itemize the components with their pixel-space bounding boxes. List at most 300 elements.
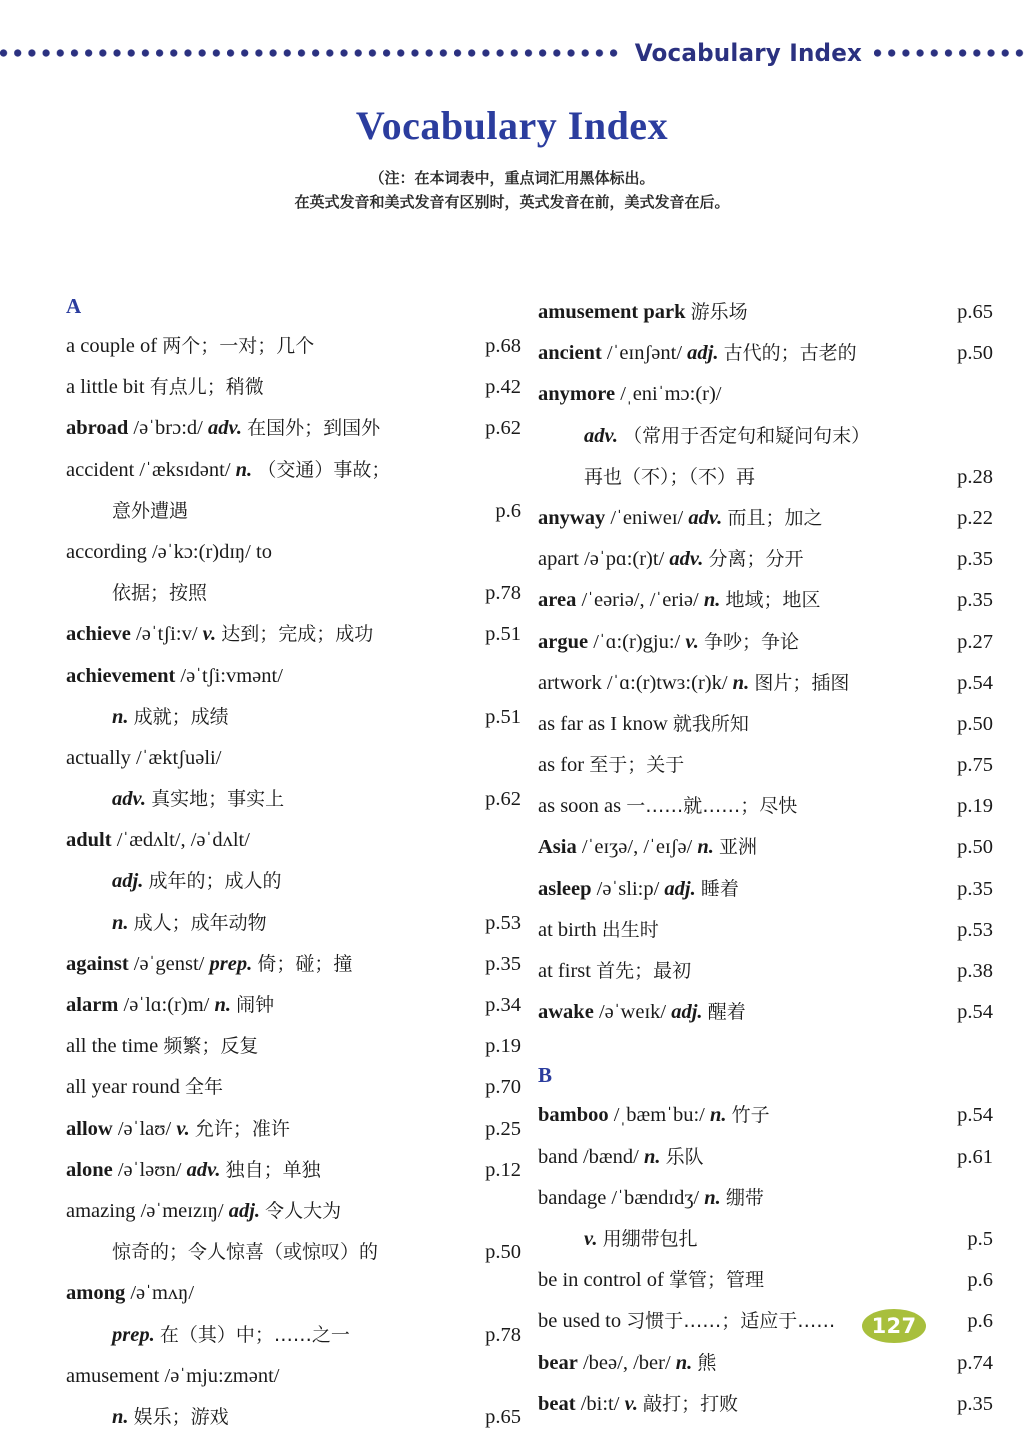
- index-entry-pronunciation: /bi:t/: [580, 1392, 620, 1415]
- index-entry-page-ref: p.70: [485, 1076, 521, 1099]
- index-entry: [66, 1397, 521, 1438]
- index-entry-headword: actually: [66, 746, 131, 769]
- index-entry-text: [538, 580, 820, 621]
- index-entry-page-ref: p.50: [957, 712, 993, 735]
- index-entry-headword: as for: [538, 754, 585, 777]
- index-entry-text: [538, 292, 748, 333]
- index-entry-headword: amusement: [66, 1364, 160, 1387]
- page-number-badge: 127: [862, 1309, 926, 1343]
- index-entry: [538, 992, 993, 1033]
- index-entry-page-ref: p.75: [957, 754, 993, 777]
- index-entry-part-of-speech: n.: [710, 1104, 727, 1127]
- index-entry-gloss: 成人；成年动物: [133, 911, 267, 934]
- index-entry-pronunciation: /ˌbæmˈbu:/: [613, 1104, 705, 1127]
- index-entry-pronunciation: /əˈləʊn/: [117, 1158, 182, 1181]
- index-entry-gloss: 争吵；争论: [703, 630, 799, 653]
- index-entry: [66, 326, 521, 367]
- index-entry-page-ref: p.74: [957, 1351, 993, 1374]
- page-note-line-2: 在英式发音和美式发音有区别时，英式发音在前，美式发音在后。: [294, 193, 730, 212]
- index-entry-text: [538, 539, 804, 580]
- index-entry-headword: ancient: [538, 342, 602, 365]
- index-entry-part-of-speech: n.: [112, 911, 129, 934]
- index-entry-part-of-speech: prep.: [209, 952, 253, 975]
- index-entry-pronunciation: /əˈtʃi:vmənt/: [180, 664, 283, 687]
- index-entry-pronunciation: /ˈɑ:(r)twɜ:(r)k/: [606, 671, 728, 694]
- index-entry: [66, 614, 521, 655]
- index-entry: [538, 745, 993, 786]
- index-entry-part-of-speech: adv.: [112, 788, 146, 811]
- index-entry: [538, 374, 993, 415]
- index-entry: [538, 910, 993, 951]
- index-entry: [66, 738, 521, 779]
- index-entry-page-ref: p.34: [485, 994, 521, 1016]
- index-entry-page-ref: p.27: [957, 630, 993, 653]
- index-entry-headword: accident: [66, 458, 135, 481]
- index-entry-gloss: 两个；一对；几个: [162, 335, 315, 357]
- index-entry: [66, 1067, 521, 1108]
- index-entry-text: [538, 1095, 770, 1136]
- index-entry-part-of-speech: v.: [685, 630, 699, 653]
- index-entry-headword: abroad: [66, 417, 129, 440]
- index-column-left: [66, 292, 521, 1438]
- index-entry-headword: anymore: [538, 383, 616, 406]
- index-entry-gloss: 至于；关于: [589, 754, 685, 777]
- index-entry-page-ref: p.51: [485, 705, 521, 728]
- index-entry-text: [66, 532, 272, 573]
- index-entry-text: [66, 944, 352, 985]
- index-entry: [538, 580, 993, 621]
- index-entry-gloss: 熊: [697, 1351, 717, 1374]
- index-entry-text: [538, 1219, 698, 1260]
- index-entry-pronunciation: /bænd/: [582, 1145, 639, 1168]
- index-entry-pronunciation: /əˈmju:zmənt/: [164, 1364, 280, 1387]
- index-entry-text: [66, 614, 373, 655]
- entry-list-left: [66, 326, 521, 1438]
- entry-list-right-a: [538, 292, 993, 1033]
- index-entry-headword: achieve: [66, 623, 131, 646]
- index-entry: [538, 827, 993, 868]
- index-entry-page-ref: p.35: [957, 1392, 993, 1415]
- index-entry-pronunciation: /ˌeniˈmɔ:(r)/: [620, 383, 722, 406]
- index-entry-gloss: 出生时: [601, 918, 659, 941]
- index-entry-text: [66, 861, 281, 902]
- index-entry-pronunciation: /ˈæktʃuəli/: [136, 746, 222, 769]
- index-entry-text: [66, 656, 283, 697]
- index-entry: [538, 1095, 993, 1136]
- index-entry-headword: as far as I know: [538, 712, 668, 735]
- index-entry-gloss: 意外遭遇: [112, 499, 189, 522]
- index-entry-text: [538, 827, 757, 868]
- index-entry: [66, 408, 521, 449]
- index-entry-text: [538, 951, 691, 992]
- index-entry-gloss: 依据；按照: [112, 582, 208, 605]
- index-entry-page-ref: p.6: [967, 1269, 993, 1292]
- index-entry-gloss: （交通）事故；: [257, 458, 391, 481]
- index-entry-text: [538, 1137, 704, 1178]
- index-entry-gloss: 图片；插图: [754, 671, 850, 694]
- index-entry-part-of-speech: n.: [643, 1145, 661, 1168]
- index-entry-page-ref: p.54: [957, 1104, 993, 1127]
- index-entry-page-ref: p.19: [957, 795, 993, 818]
- index-entry-text: [66, 1191, 341, 1232]
- index-entry-text: [66, 820, 250, 861]
- index-entry-text: [538, 663, 849, 704]
- index-entry-gloss: 在国外；到国外: [247, 417, 381, 440]
- index-entry-headword: alarm: [66, 994, 119, 1016]
- index-entry-page-ref: p.6: [495, 499, 521, 522]
- index-entry-part-of-speech: adv.: [207, 417, 242, 440]
- index-entry-part-of-speech: n.: [703, 589, 721, 612]
- index-entry-part-of-speech: n.: [675, 1351, 693, 1374]
- index-entry: [66, 532, 521, 573]
- index-entry-part-of-speech: n.: [732, 671, 750, 694]
- index-entry: [538, 416, 993, 457]
- index-entry-page-ref: p.53: [485, 911, 521, 934]
- index-entry-part-of-speech: n.: [112, 705, 129, 728]
- index-entry-headword: among: [66, 1282, 126, 1305]
- index-entry-gloss: 全年: [184, 1076, 223, 1099]
- index-entry-gloss: 敲打；打败: [643, 1392, 739, 1415]
- index-entry-headword: bear: [538, 1351, 578, 1374]
- index-entry-headword: a couple of: [66, 335, 158, 357]
- index-entry-headword: at first: [538, 960, 591, 982]
- index-entry-page-ref: p.50: [957, 836, 993, 859]
- index-entry-text: [66, 450, 390, 491]
- index-entry-part-of-speech: adj.: [687, 342, 719, 365]
- index-entry: [538, 869, 993, 910]
- index-entry-part-of-speech: adj.: [664, 877, 696, 900]
- index-entry-gloss: 而且；加之: [727, 506, 823, 529]
- index-entry-gloss: 地域；地区: [725, 589, 821, 612]
- index-entry-headword: at birth: [538, 918, 597, 941]
- index-entry-headword: argue: [538, 630, 589, 653]
- index-entry-gloss: 绷带: [725, 1186, 764, 1209]
- index-entry-text: [538, 786, 797, 827]
- index-entry: [538, 1384, 993, 1425]
- index-entry-part-of-speech: adj.: [671, 1001, 703, 1024]
- index-entry-gloss: 用绷带包扎: [602, 1227, 698, 1250]
- index-entry-text: [538, 498, 822, 539]
- index-entry-page-ref: p.65: [485, 1405, 521, 1428]
- index-entry-headword: asleep: [538, 877, 592, 900]
- index-entry-gloss: 醒着: [707, 1001, 746, 1024]
- index-entry-pronunciation: /əˈmʌŋ/: [130, 1282, 195, 1305]
- index-entry: [538, 292, 993, 333]
- index-entry: [66, 985, 521, 1026]
- index-entry-part-of-speech: v.: [624, 1392, 639, 1415]
- index-entry-gloss: 娱乐；游戏: [133, 1405, 229, 1428]
- index-entry: [538, 457, 993, 498]
- index-entry-text: [538, 374, 722, 415]
- index-entry-page-ref: p.53: [957, 918, 993, 941]
- index-entry: [538, 1260, 993, 1301]
- index-entry-gloss: to: [256, 540, 272, 563]
- index-entry-headword: be used to: [538, 1310, 622, 1333]
- index-entry-gloss: 掌管；管理: [668, 1269, 764, 1292]
- index-entry-pronunciation: /əˈlɑ:(r)m/: [123, 994, 210, 1016]
- index-entry-part-of-speech: adv.: [584, 424, 618, 447]
- index-entry: [66, 1232, 521, 1273]
- index-entry-pronunciation: /ˈædʌlt/, /əˈdʌlt/: [116, 829, 250, 852]
- index-entry-pronunciation: /əˈbrɔ:d/: [133, 417, 203, 440]
- index-entry-gloss: 达到；完成；成功: [221, 623, 374, 646]
- index-entry: [66, 861, 521, 902]
- index-entry-page-ref: p.5: [967, 1227, 993, 1250]
- index-entry-gloss: 亚洲: [719, 836, 758, 859]
- index-entry-text: [538, 416, 870, 457]
- index-entry-text: [538, 1178, 764, 1219]
- index-entry-pronunciation: /əˈpɑ:(r)t/: [584, 548, 665, 571]
- index-entry-gloss: 古代的；古老的: [723, 342, 857, 365]
- index-entry: [66, 656, 521, 697]
- index-entry-text: [538, 1260, 764, 1301]
- index-entry-text: [66, 985, 274, 1026]
- index-entry-text: [538, 992, 746, 1033]
- index-entry-gloss: 成就；成绩: [133, 705, 229, 728]
- index-entry-text: [538, 622, 799, 663]
- index-entry-gloss: 成年的；成人的: [148, 870, 282, 893]
- index-entry-part-of-speech: n.: [112, 1405, 129, 1428]
- index-entry-headword: apart: [538, 548, 579, 571]
- index-entry-text: [66, 1109, 290, 1150]
- index-entry-headword: awake: [538, 1001, 594, 1024]
- index-entry-page-ref: p.35: [957, 548, 993, 571]
- index-entry-headword: bamboo: [538, 1104, 609, 1127]
- index-entry-text: [538, 704, 749, 745]
- running-header: [0, 32, 1024, 74]
- index-entry-headword: anyway: [538, 506, 606, 529]
- index-entry-text: [66, 1315, 350, 1356]
- index-entry-gloss: 在（其）中；……之一: [159, 1323, 350, 1346]
- index-entry-part-of-speech: adj.: [228, 1199, 261, 1222]
- index-entry: [66, 573, 521, 614]
- entry-list-right-b: [538, 1095, 993, 1425]
- index-entry-part-of-speech: n.: [235, 458, 253, 481]
- index-entry-text: [66, 779, 284, 820]
- index-entry: [66, 1109, 521, 1150]
- index-entry-gloss: 再也（不）；（不）再: [584, 465, 756, 488]
- index-entry: [66, 903, 521, 944]
- index-entry: [538, 1137, 993, 1178]
- index-entry-gloss: 分离；分开: [708, 548, 804, 571]
- index-entry: [538, 951, 993, 992]
- index-entry-pronunciation: /əˈsli:p/: [596, 877, 660, 900]
- index-entry-text: [66, 1397, 229, 1438]
- index-entry: [66, 779, 521, 820]
- index-entry-text: [66, 738, 221, 779]
- index-entry: [66, 367, 521, 408]
- index-entry-page-ref: p.35: [957, 877, 993, 900]
- index-entry-page-ref: p.51: [485, 623, 521, 646]
- index-entry: [66, 820, 521, 861]
- index-entry-text: [66, 1026, 258, 1067]
- index-entry: [538, 622, 993, 663]
- index-entry-part-of-speech: v.: [584, 1227, 598, 1250]
- index-entry-pronunciation: /ˈɑ:(r)gju:/: [593, 630, 681, 653]
- page-note-line-1: （注：在本词表中，重点词汇用黑体标出。: [369, 169, 655, 187]
- index-entry: [538, 1343, 993, 1384]
- index-entry-gloss: 令人大为: [265, 1199, 342, 1222]
- index-entry-pronunciation: /əˈmeɪzɪŋ/: [140, 1199, 224, 1222]
- index-entry-part-of-speech: adv.: [669, 548, 704, 571]
- index-entry-headword: all year round: [66, 1076, 180, 1099]
- page-note: [0, 166, 1024, 215]
- index-entry-page-ref: p.28: [957, 465, 993, 488]
- index-entry-gloss: （常用于否定句和疑问句末）: [623, 424, 871, 447]
- index-entry-page-ref: p.38: [957, 960, 993, 982]
- index-entry-headword: bandage: [538, 1186, 607, 1209]
- index-entry-gloss: 独自；单独: [225, 1158, 321, 1181]
- index-entry: [538, 704, 993, 745]
- header-dotted-rule-right: [874, 32, 1024, 74]
- index-entry-text: [66, 697, 229, 738]
- index-entry-text: [538, 910, 659, 951]
- index-entry-headword: amusement park: [538, 301, 686, 323]
- index-entry: [538, 333, 993, 374]
- index-entry-part-of-speech: v.: [202, 623, 217, 646]
- index-entry-part-of-speech: n.: [214, 994, 232, 1016]
- index-entry-text: [538, 1301, 835, 1342]
- index-entry-gloss: 一……就……；尽快: [626, 795, 798, 818]
- index-entry: [66, 697, 521, 738]
- index-entry-text: [66, 367, 264, 408]
- index-entry-headword: a little bit: [66, 376, 145, 399]
- index-entry: [538, 1219, 993, 1260]
- index-entry-gloss: 习惯于……；适应于……: [626, 1310, 836, 1333]
- index-entry-pronunciation: /ˈeniweɪ/: [610, 506, 684, 529]
- index-entry-part-of-speech: adv.: [186, 1158, 221, 1181]
- index-entry-text: [66, 573, 207, 614]
- index-entry-page-ref: p.54: [957, 671, 993, 694]
- index-entry: [66, 1356, 521, 1397]
- index-entry-headword: allow: [66, 1117, 113, 1140]
- index-entry-pronunciation: /beə/, /ber/: [582, 1351, 671, 1374]
- index-entry-headword: achievement: [66, 664, 176, 687]
- index-entry-page-ref: p.35: [957, 589, 993, 612]
- index-entry-text: [66, 1232, 378, 1273]
- index-entry-headword: as soon as: [538, 795, 622, 818]
- index-entry-headword: adult: [66, 829, 112, 852]
- index-entry-page-ref: p.35: [485, 952, 521, 975]
- index-entry-text: [538, 1384, 738, 1425]
- index-entry-gloss: 首先；最初: [596, 960, 692, 982]
- index-entry-gloss: 竹子: [731, 1104, 770, 1127]
- index-entry-gloss: 频繁；反复: [163, 1035, 259, 1058]
- index-entry-gloss: 就我所知: [672, 712, 749, 735]
- index-entry-headword: band: [538, 1145, 578, 1168]
- index-entry: [538, 498, 993, 539]
- index-entry-gloss: 倚；碰；撞: [257, 952, 353, 975]
- index-entry-page-ref: p.22: [957, 506, 993, 529]
- index-entry-pronunciation: /ˈeɪʒə/, /ˈeɪʃə/: [581, 836, 693, 859]
- index-entry-page-ref: p.50: [485, 1241, 521, 1264]
- index-column-right: [538, 292, 993, 1425]
- index-entry: [538, 663, 993, 704]
- index-entry-page-ref: p.65: [957, 301, 993, 323]
- index-entry-page-ref: p.42: [485, 376, 521, 399]
- header-dotted-rule-left: [0, 32, 623, 74]
- index-entry-headword: amazing: [66, 1199, 136, 1222]
- index-entry: [538, 1178, 993, 1219]
- index-entry-text: [66, 1067, 223, 1108]
- index-entry-page-ref: p.62: [485, 417, 521, 440]
- index-entry-page-ref: p.25: [485, 1117, 521, 1140]
- index-entry-page-ref: p.61: [957, 1145, 993, 1168]
- index-entry: [66, 944, 521, 985]
- index-entry-page-ref: p.78: [485, 1323, 521, 1346]
- index-entry-pronunciation: /ˈæksɪdənt/: [139, 458, 231, 481]
- index-entry-part-of-speech: n.: [704, 1186, 721, 1209]
- index-entry-headword: alone: [66, 1158, 113, 1181]
- index-entry-page-ref: p.19: [485, 1035, 521, 1058]
- index-entry-pronunciation: /əˈweɪk/: [598, 1001, 667, 1024]
- index-entry-gloss: 乐队: [665, 1145, 704, 1168]
- index-entry-pronunciation: /əˈlaʊ/: [117, 1117, 172, 1140]
- index-entry: [66, 1026, 521, 1067]
- letter-heading-a: A: [66, 294, 82, 318]
- running-header-title: Vocabulary Index: [634, 39, 863, 67]
- index-entry: [538, 786, 993, 827]
- index-entry-headword: be in control of: [538, 1269, 664, 1292]
- index-entry-pronunciation: /ˈbændɪdʒ/: [611, 1186, 700, 1209]
- index-entry-text: [538, 745, 684, 786]
- index-entry: [66, 1191, 521, 1232]
- index-entry-part-of-speech: v.: [176, 1117, 190, 1140]
- index-entry-text: [66, 1150, 321, 1191]
- letter-heading-b: B: [538, 1063, 553, 1088]
- index-entry-pronunciation: /əˈkɔ:(r)dɪŋ/: [151, 540, 251, 563]
- index-entry-page-ref: p.62: [485, 788, 521, 811]
- index-entry-page-ref: p.78: [485, 582, 521, 605]
- index-entry-headword: beat: [538, 1392, 576, 1415]
- index-entry-pronunciation: /ˈeəriə/, /ˈeriə/: [581, 589, 699, 612]
- index-entry: [66, 491, 521, 532]
- index-entry-headword: according: [66, 540, 147, 563]
- index-entry-text: [66, 408, 380, 449]
- index-entry-headword: against: [66, 952, 129, 975]
- index-entry: [66, 1273, 521, 1314]
- index-entry: [538, 539, 993, 580]
- index-entry: [66, 450, 521, 491]
- index-entry-page-ref: p.54: [957, 1001, 993, 1024]
- index-entry-text: [66, 903, 267, 944]
- index-entry-gloss: 惊奇的；令人惊喜（或惊叹）的: [112, 1241, 379, 1264]
- index-entry-pronunciation: /əˈtʃi:v/: [136, 623, 198, 646]
- index-entry-text: [538, 333, 857, 374]
- index-entry-page-ref: p.68: [485, 335, 521, 357]
- index-entry-text: [66, 1356, 280, 1397]
- index-entry-text: [538, 457, 755, 498]
- index-entry: [66, 1315, 521, 1356]
- index-entry-headword: all the time: [66, 1035, 159, 1058]
- index-entry-part-of-speech: adj.: [112, 870, 144, 893]
- index-entry-headword: Asia: [538, 836, 577, 859]
- index-entry-gloss: 闹钟: [236, 994, 275, 1016]
- index-entry-gloss: 允许；准许: [194, 1117, 290, 1140]
- index-entry-page-ref: p.6: [967, 1310, 993, 1333]
- index-entry: [66, 1150, 521, 1191]
- index-entry-text: [66, 491, 188, 532]
- index-entry-part-of-speech: n.: [697, 836, 714, 859]
- index-entry-part-of-speech: prep.: [112, 1323, 155, 1346]
- title-block: [0, 104, 1024, 215]
- index-entry-text: [538, 1343, 716, 1384]
- index-entry-pronunciation: /əˈgenst/: [133, 952, 205, 975]
- index-entry-pronunciation: /ˈeɪnʃənt/: [606, 342, 683, 365]
- index-entry-gloss: 睡着: [700, 877, 739, 900]
- index-entry-text: [538, 869, 739, 910]
- index-entry-page-ref: p.50: [957, 342, 993, 365]
